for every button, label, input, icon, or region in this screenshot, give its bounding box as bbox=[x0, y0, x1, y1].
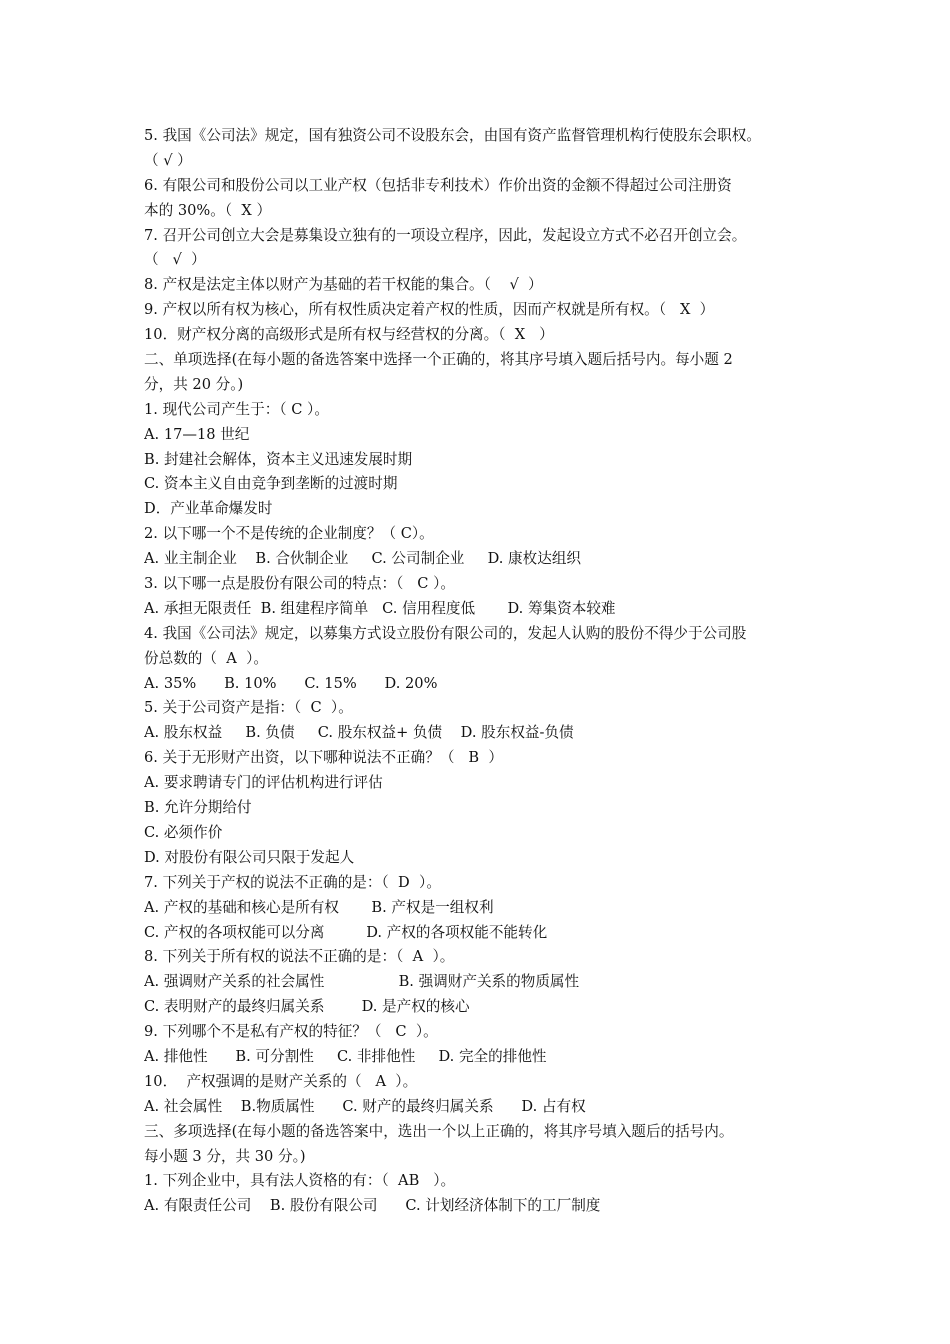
question: 5. 关于公司资产是指：（ C ）。 bbox=[144, 699, 353, 717]
option: B. 封建社会解体，资本主义迅速发展时期 bbox=[144, 450, 413, 468]
section-heading: 每小题 3 分，共 30 分。) bbox=[144, 1147, 306, 1165]
text-line: 6. 有限公司和股份公司以工业产权（包括非专利技术）作价出资的金额不得超过公司注册资 bbox=[144, 176, 732, 194]
option: A. 产权的基础和核心是所有权 B. 产权是一组权利 bbox=[144, 898, 494, 916]
question: 8. 下列关于所有权的说法不正确的是：（ A ）。 bbox=[144, 948, 455, 966]
option: C. 资本主义自由竞争到垄断的过渡时期 bbox=[144, 475, 398, 493]
text-line: 10．财产权分离的高级形式是所有权与经营权的分离。（ X ） bbox=[144, 326, 554, 344]
question: 4. 我国《公司法》规定，以募集方式设立股份有限公司的，发起人认购的股份不得少于公司股 bbox=[144, 624, 747, 642]
question: 份总数的（ A ）。 bbox=[144, 649, 268, 667]
option: D. 对股份有限公司只限于发起人 bbox=[144, 848, 355, 866]
option: A. 排他性 B. 可分割性 C. 非排他性 D. 完全的排他性 bbox=[144, 1047, 547, 1065]
option: A. 要求聘请专门的评估机构进行评估 bbox=[144, 774, 383, 792]
question: 6. 关于无形财产出资，以下哪种说法不正确？（ B ） bbox=[144, 749, 503, 767]
question: 2. 以下哪一个不是传统的企业制度？（ C）。 bbox=[144, 525, 434, 543]
question: 3. 以下哪一点是股份有限公司的特点：（ C ）。 bbox=[144, 575, 455, 593]
section-heading: 分，共 20 分。) bbox=[144, 375, 244, 393]
text-line: 8. 产权是法定主体以财产为基础的若干权能的集合。（ √ ） bbox=[144, 276, 543, 294]
option: A. 社会属性 B.物质属性 C. 财产的最终归属关系 D. 占有权 bbox=[144, 1097, 586, 1115]
option: A. 强调财产关系的社会属性 B. 强调财产关系的物质属性 bbox=[144, 973, 580, 991]
option: C. 产权的各项权能可以分离 D. 产权的各项权能不能转化 bbox=[144, 923, 548, 941]
option: A. 承担无限责任 B. 组建程序简单 C. 信用程度低 D. 筹集资本较难 bbox=[144, 599, 616, 617]
option: D．产业革命爆发时 bbox=[144, 500, 273, 518]
text-line: 5. 我国《公司法》规定，国有独资公司不设股东会，由国有资产监督管理机构行使股东会职权。 bbox=[144, 127, 761, 144]
option: C. 表明财产的最终归属关系 D. 是产权的核心 bbox=[144, 998, 470, 1016]
document-page bbox=[144, 124, 824, 1219]
question: 10． 产权强调的是财产关系的（ A ）。 bbox=[144, 1072, 418, 1090]
option: A. 17—18 世纪 bbox=[144, 425, 250, 443]
text-line: 7. 召开公司创立大会是募集设立独有的一项设立程序，因此，发起设立方式不必召开创立会。 bbox=[144, 226, 747, 244]
option: A. 35% B. 10% C. 15% D. 20% bbox=[144, 674, 438, 692]
option: A. 股东权益 B. 负债 C. 股东权益+ 负债 D. 股东权益-负债 bbox=[144, 724, 574, 742]
option: B. 允许分期给付 bbox=[144, 799, 252, 817]
option: C. 必须作价 bbox=[144, 823, 223, 841]
option: A. 有限责任公司 B. 股份有限公司 C. 计划经济体制下的工厂制度 bbox=[144, 1197, 601, 1215]
text-line: 9. 产权以所有权为核心，所有权性质决定着产权的性质，因而产权就是所有权。（ X ） bbox=[144, 301, 715, 319]
question: 1. 现代公司产生于：（ C ）。 bbox=[144, 400, 329, 418]
question: 7. 下列关于产权的说法不正确的是：（ D ）。 bbox=[144, 873, 441, 891]
section-heading: 二、单项选择(在每小题的备选答案中选择一个正确的，将其序号填入题后括号内。每小题 2 bbox=[144, 351, 733, 369]
question: 9. 下列哪个不是私有产权的特征？（ C ）。 bbox=[144, 1023, 438, 1041]
text-line: （ √ ） bbox=[144, 151, 192, 169]
option: A. 业主制企业 B. 合伙制企业 C. 公司制企业 D. 康枚达组织 bbox=[144, 550, 582, 568]
section-heading: 三、多项选择(在每小题的备选答案中，选出一个以上正确的，将其序号填入题后的括号内。 bbox=[144, 1122, 734, 1140]
text-line: （ √ ） bbox=[144, 251, 206, 269]
text-line: 本的 30%。（ X ） bbox=[144, 201, 272, 219]
question: 1. 下列企业中，具有法人资格的有：（ AB ）。 bbox=[144, 1172, 456, 1190]
